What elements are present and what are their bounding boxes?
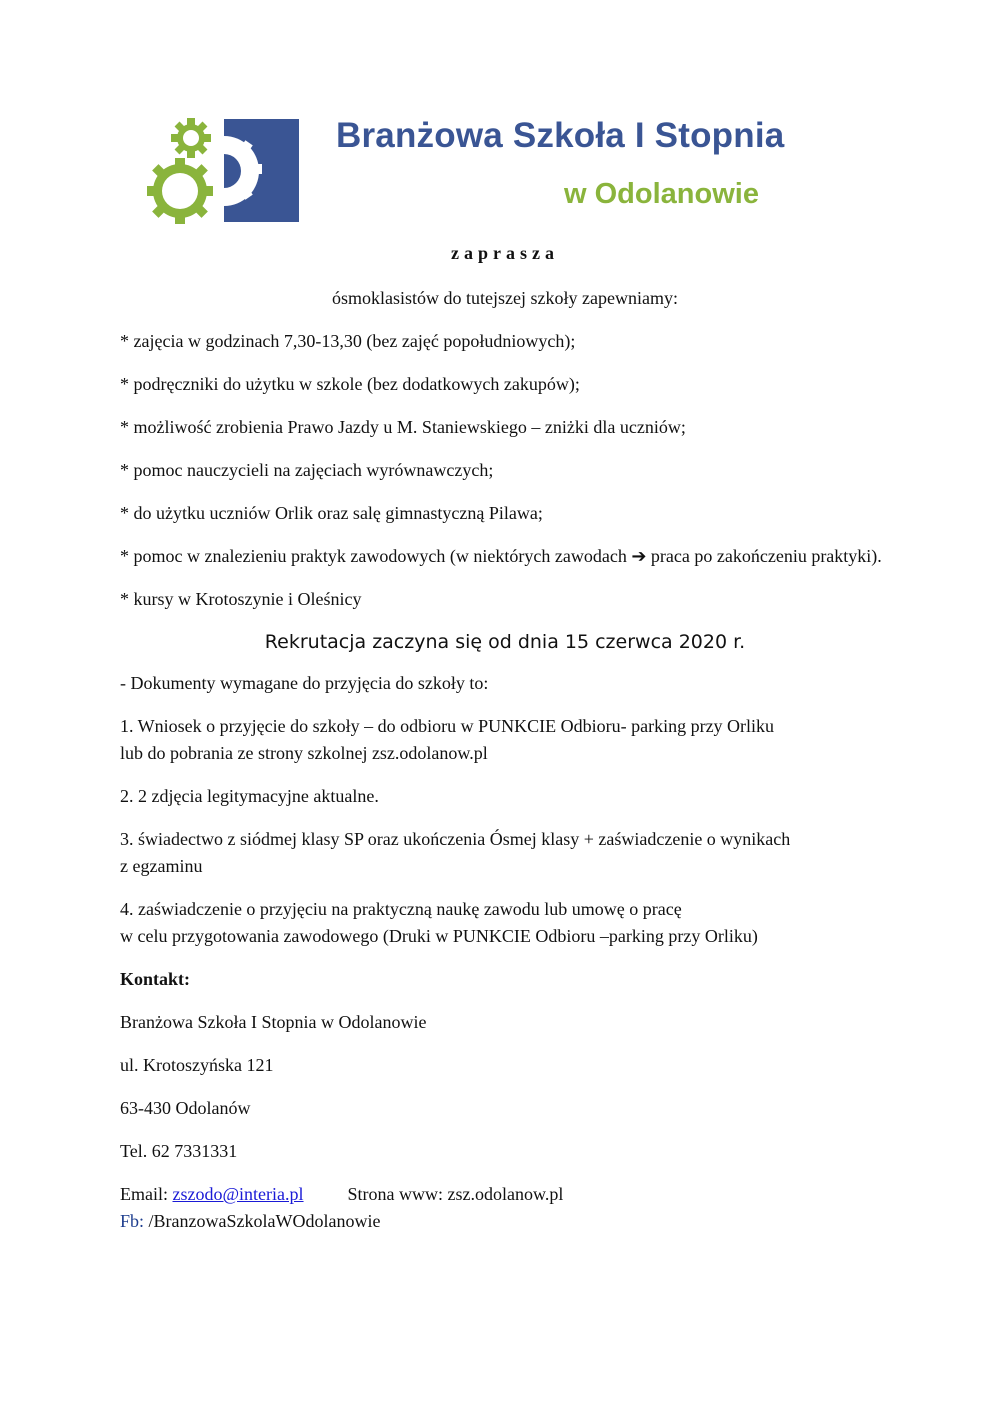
fb-label: Fb: [120, 1211, 145, 1231]
fb-handle: /BranzowaSzkolaWOdolanowie [148, 1211, 381, 1231]
email-label: Email: [120, 1184, 168, 1204]
benefit-item: * możliwość zrobienia Prawo Jazdy u M. Staniewskiego – zniżki dla uczniów; [120, 417, 686, 437]
school-name: Branżowa Szkoła I Stopnia [336, 116, 785, 155]
invite-heading: zaprasza [451, 243, 559, 263]
benefit-item: * podręczniki do użytku w szkole (bez dodatkowych zakupów); [120, 374, 580, 394]
benefit-item: * zajęcia w godzinach 7,30-13,30 (bez zajęć popołudniowych); [120, 331, 576, 351]
email-link[interactable]: zszodo@interia.pl [172, 1184, 304, 1204]
arrow-right-icon: ➔ [631, 546, 647, 567]
benefit-item: * do użytku uczniów Orlik oraz salę gimnastyczną Pilawa; [120, 503, 543, 523]
document-line: w celu przygotowania zawodowego (Druki w PUNKCIE Odbioru –parking przy Orliku) [120, 926, 758, 946]
documents-heading: - Dokumenty wymagane do przyjęcia do szkoły to: [120, 673, 489, 693]
document-line: lub do pobrania ze strony szkolnej zsz.odolanow.pl [120, 743, 488, 763]
www-text: Strona www: zsz.odolanow.pl [347, 1184, 564, 1204]
document-item [120, 896, 890, 950]
benefit-practice-text: * pomoc w znalezieniu praktyk zawodowych (w niektórych zawodach [120, 546, 627, 566]
document-item [120, 783, 890, 810]
contact-phone: Tel. 62 7331331 [120, 1141, 238, 1161]
document-item [120, 713, 890, 767]
benefit-item: * pomoc nauczycieli na zajęciach wyrównawczych; [120, 460, 494, 480]
contact-heading: Kontakt: [120, 969, 191, 989]
school-header [134, 116, 874, 226]
contact-city: 63-430 Odolanów [120, 1098, 251, 1118]
contact-email-row [120, 1181, 890, 1208]
document-item [120, 826, 890, 880]
contact-fb-row [120, 1208, 890, 1235]
recruitment-date: Rekrutacja zaczyna się od dnia 15 czerwca 2020 r. [264, 631, 746, 653]
flyer-content [120, 240, 890, 1251]
document-line: 3. świadectwo z siódmej klasy SP oraz ukończenia Ósmej klasy + zaświadczenie o wynikach [120, 829, 791, 849]
school-town: w Odolanowie [564, 178, 759, 210]
document-line: z egzaminu [120, 856, 203, 876]
contact-street: ul. Krotoszyńska 121 [120, 1055, 274, 1075]
contact-name: Branżowa Szkoła I Stopnia w Odolanowie [120, 1012, 427, 1032]
intro-subtitle: ósmoklasistów do tutejszej szkoły zapewniamy: [332, 288, 678, 308]
benefit-item: * kursy w Krotoszynie i Oleśnicy [120, 589, 362, 609]
benefit-item-practice [120, 543, 890, 570]
document-line: 4. zaświadczenie o przyjęciu na praktyczną naukę zawodu lub umowę o pracę [120, 899, 682, 919]
document-line: 2. 2 zdjęcia legitymacyjne aktualne. [120, 786, 379, 806]
document-line: 1. Wniosek o przyjęcie do szkoły – do odbioru w PUNKCIE Odbioru- parking przy Orliku [120, 716, 775, 736]
gears-icon [134, 116, 304, 226]
benefit-practice-text-after: praca po zakończeniu praktyki). [650, 546, 882, 566]
